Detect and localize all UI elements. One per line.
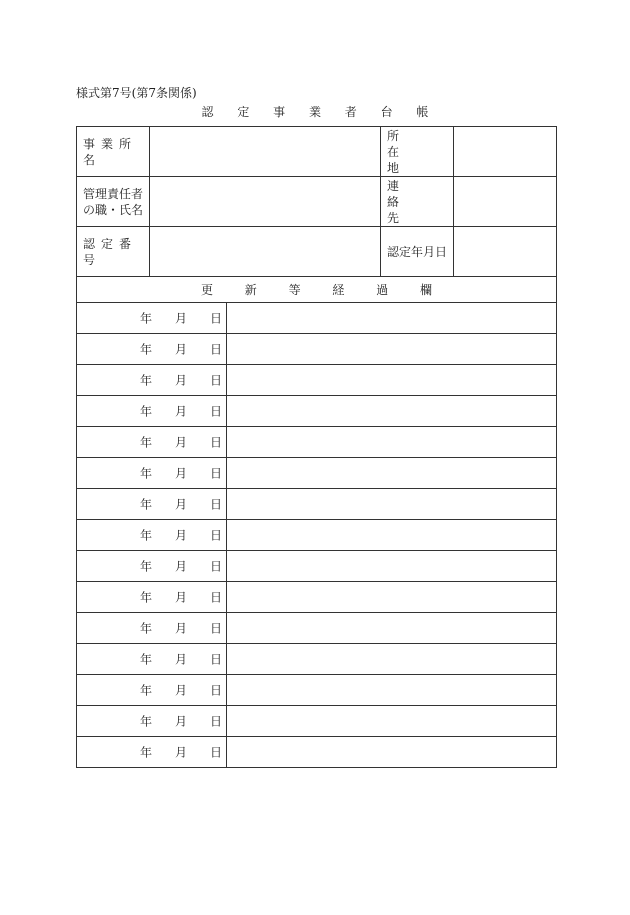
office-row [77, 127, 557, 177]
log-heading: 更 新 等 経 過 欄 [77, 277, 557, 303]
day-label: 日 [210, 745, 223, 760]
log-rows [77, 303, 557, 768]
month-label: 月 [175, 342, 188, 357]
log-date-cell[interactable] [77, 489, 227, 520]
log-heading-row [77, 277, 557, 303]
log-date-cell[interactable] [77, 427, 227, 458]
log-entry-field[interactable] [227, 613, 557, 644]
log-row [77, 613, 557, 644]
log-entry-field[interactable] [227, 520, 557, 551]
month-label: 月 [175, 745, 188, 760]
cert-number-field[interactable] [150, 227, 381, 277]
month-label: 月 [175, 590, 188, 605]
log-row [77, 706, 557, 737]
log-row [77, 303, 557, 334]
day-label: 日 [210, 559, 223, 574]
year-label: 年 [140, 745, 153, 760]
log-date-cell[interactable] [77, 675, 227, 706]
log-entry-field[interactable] [227, 365, 557, 396]
log-row [77, 334, 557, 365]
day-label: 日 [210, 497, 223, 512]
year-label: 年 [140, 590, 153, 605]
log-entry-field[interactable] [227, 303, 557, 334]
log-date-cell[interactable] [77, 458, 227, 489]
log-row [77, 675, 557, 706]
certification-row [77, 227, 557, 277]
log-entry-field[interactable] [227, 334, 557, 365]
log-entry-field[interactable] [227, 737, 557, 768]
cert-number-label: 認定番号 [77, 227, 150, 277]
day-label: 日 [210, 311, 223, 326]
log-entry-field[interactable] [227, 675, 557, 706]
day-label: 日 [210, 590, 223, 605]
log-row [77, 458, 557, 489]
day-label: 日 [210, 621, 223, 636]
log-row [77, 365, 557, 396]
month-label: 月 [175, 435, 188, 450]
log-row [77, 427, 557, 458]
address-label: 所 在 地 [381, 127, 454, 177]
year-label: 年 [140, 404, 153, 419]
month-label: 月 [175, 683, 188, 698]
manager-label [77, 177, 150, 227]
log-date-cell[interactable] [77, 737, 227, 768]
month-label: 月 [175, 404, 188, 419]
month-label: 月 [175, 497, 188, 512]
log-entry-field[interactable] [227, 706, 557, 737]
day-label: 日 [210, 683, 223, 698]
log-entry-field[interactable] [227, 396, 557, 427]
month-label: 月 [175, 466, 188, 481]
month-label: 月 [175, 559, 188, 574]
log-date-cell[interactable] [77, 706, 227, 737]
day-label: 日 [210, 466, 223, 481]
registry-table [76, 126, 557, 768]
address-field[interactable] [454, 127, 557, 177]
manager-row [77, 177, 557, 227]
year-label: 年 [140, 342, 153, 357]
month-label: 月 [175, 528, 188, 543]
year-label: 年 [140, 497, 153, 512]
year-label: 年 [140, 373, 153, 388]
manager-field[interactable] [150, 177, 381, 227]
form-number-label: 様式第7号(第7条関係) [76, 86, 197, 100]
month-label: 月 [175, 311, 188, 326]
log-date-cell[interactable] [77, 613, 227, 644]
month-label: 月 [175, 652, 188, 667]
manager-label-line1: 管理責任者 [83, 186, 144, 201]
log-entry-field[interactable] [227, 551, 557, 582]
log-date-cell[interactable] [77, 551, 227, 582]
contact-field[interactable] [454, 177, 557, 227]
log-date-cell[interactable] [77, 396, 227, 427]
log-row [77, 644, 557, 675]
office-name-field[interactable] [150, 127, 381, 177]
month-label: 月 [175, 714, 188, 729]
day-label: 日 [210, 435, 223, 450]
log-date-cell[interactable] [77, 334, 227, 365]
year-label: 年 [140, 435, 153, 450]
log-row [77, 520, 557, 551]
year-label: 年 [140, 652, 153, 667]
log-date-cell[interactable] [77, 365, 227, 396]
day-label: 日 [210, 342, 223, 357]
log-entry-field[interactable] [227, 644, 557, 675]
log-row [77, 551, 557, 582]
log-row [77, 737, 557, 768]
manager-label-line2: の職・氏名 [83, 202, 144, 217]
year-label: 年 [140, 466, 153, 481]
log-row [77, 396, 557, 427]
document-title: 認 定 事 業 者 台 帳 [201, 105, 439, 119]
month-label: 月 [175, 373, 188, 388]
year-label: 年 [140, 559, 153, 574]
log-row [77, 489, 557, 520]
year-label: 年 [140, 714, 153, 729]
day-label: 日 [210, 652, 223, 667]
day-label: 日 [210, 528, 223, 543]
log-entry-field[interactable] [227, 427, 557, 458]
log-entry-field[interactable] [227, 582, 557, 613]
day-label: 日 [210, 404, 223, 419]
log-date-cell[interactable] [77, 520, 227, 551]
log-row [77, 582, 557, 613]
cert-date-label: 認定年月日 [381, 227, 454, 277]
month-label: 月 [175, 621, 188, 636]
office-name-label: 事業所名 [77, 127, 150, 177]
log-date-cell[interactable] [77, 582, 227, 613]
log-entry-field[interactable] [227, 458, 557, 489]
year-label: 年 [140, 683, 153, 698]
year-label: 年 [140, 311, 153, 326]
day-label: 日 [210, 373, 223, 388]
log-entry-field[interactable] [227, 489, 557, 520]
year-label: 年 [140, 528, 153, 543]
cert-date-field[interactable] [454, 227, 557, 277]
log-date-cell[interactable] [77, 644, 227, 675]
year-label: 年 [140, 621, 153, 636]
day-label: 日 [210, 714, 223, 729]
log-date-cell[interactable] [77, 303, 227, 334]
contact-label: 連 絡 先 [381, 177, 454, 227]
